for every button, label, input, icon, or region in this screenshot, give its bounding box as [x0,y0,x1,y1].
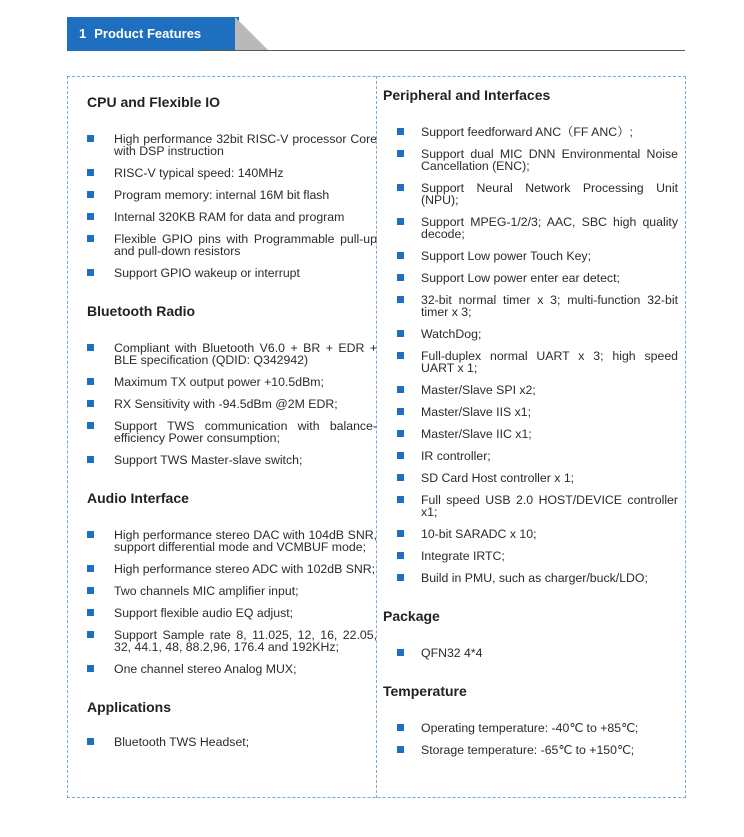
feature-list [87,736,377,748]
list-item-text: Flexible GPIO pins with Programmable pull-up and pull-down resistors [114,232,377,258]
list-item-text: Master/Slave SPI x2; [421,383,536,397]
square-bullet-icon [397,474,404,481]
square-bullet-icon [87,609,94,616]
list-item [87,420,377,444]
list-item-text: Maximum TX output power +10.5dBm; [114,375,324,389]
square-bullet-icon [87,738,94,745]
list-item-text: Support TWS communication with balance-efficiency Power consumption; [114,419,377,445]
list-item [87,133,377,157]
list-item [383,744,678,756]
list-item [87,736,377,748]
list-item [87,189,377,201]
list-item-text: Compliant with Bluetooth V6.0 + BR + EDR + BLE specification (QDID: Q342942) [114,341,377,367]
section-audio-interface [87,489,377,675]
header-rule [200,50,685,51]
banner-grey-wedge [235,17,269,51]
list-item-text: Operating temperature: -40℃ to +85℃; [421,721,639,735]
list-item [383,350,678,374]
list-item [383,148,678,172]
list-item-text: Build in PMU, such as charger/buck/LDO; [421,571,648,585]
left-column [87,93,377,771]
list-item [383,216,678,240]
section-heading: Peripheral and Interfaces [383,87,551,103]
list-item [87,376,377,388]
section-title: Product Features [94,26,202,41]
list-item-text: Support GPIO wakeup or interrupt [114,266,300,280]
list-item [87,607,377,619]
square-bullet-icon [397,252,404,259]
list-item-text: High performance stereo DAC with 104dB SNR, support differential mode and VCMBUF mode; [114,528,377,554]
list-item [383,182,678,206]
section-package [383,607,678,659]
section-heading: Applications [87,699,172,715]
list-item [87,585,377,597]
list-item-text: Two channels MIC amplifier input; [114,584,299,598]
list-item [87,342,377,366]
square-bullet-icon [397,430,404,437]
list-item [383,126,678,138]
list-item [87,454,377,466]
list-item [383,250,678,262]
list-item-text: Support TWS Master-slave switch; [114,453,303,467]
section-temperature [383,682,678,756]
list-item [383,450,678,462]
list-item [87,211,377,223]
square-bullet-icon [397,296,404,303]
section-applications [87,698,377,748]
list-item-text: SD Card Host controller x 1; [421,471,575,485]
square-bullet-icon [397,184,404,191]
list-item [87,267,377,279]
list-item [87,563,377,575]
list-item-text: Program memory: internal 16M bit flash [114,188,330,202]
square-bullet-icon [397,649,404,656]
square-bullet-icon [87,169,94,176]
list-item [383,428,678,440]
section-peripheral-and-interfaces [383,86,678,584]
square-bullet-icon [397,352,404,359]
list-item-text: Internal 320KB RAM for data and program [114,210,345,224]
list-item [87,529,377,553]
list-item-text: Support feedforward ANC（FF ANC）; [421,125,633,139]
list-item-text: Support Neural Network Processing Unit (NPU); [421,181,678,207]
square-bullet-icon [87,631,94,638]
list-item-text: Full speed USB 2.0 HOST/DEVICE controller x1; [421,493,678,519]
section-heading: Bluetooth Radio [87,303,196,319]
list-item-text: Bluetooth TWS Headset; [114,735,250,749]
square-bullet-icon [397,496,404,503]
square-bullet-icon [397,530,404,537]
list-item [383,494,678,518]
list-item [87,663,377,675]
list-item [383,572,678,584]
list-item [383,472,678,484]
list-item [383,406,678,418]
list-item-text: 32-bit normal timer x 3; multi-function 32-bit timer x 3; [421,293,678,319]
list-item [87,233,377,257]
square-bullet-icon [87,565,94,572]
list-item-text: High performance 32bit RISC-V processor Core with DSP instruction [114,132,377,158]
list-item-text: Support Sample rate 8, 11.025, 12, 16, 22.05, 32, 44.1, 48, 88.2,96, 176.4 and 192KHz; [114,628,377,654]
list-item-text: Integrate IRTC; [421,549,505,563]
square-bullet-icon [87,531,94,538]
list-item [383,294,678,318]
list-item-text: Storage temperature: -65℃ to +150℃; [421,743,635,757]
list-item-text: Full-duplex normal UART x 3; high speed UART x 1; [421,349,678,375]
square-bullet-icon [87,400,94,407]
square-bullet-icon [397,218,404,225]
list-item-text: Support dual MIC DNN Environmental Noise Cancellation (ENC); [421,147,678,173]
square-bullet-icon [397,724,404,731]
list-item-text: RX Sensitivity with -94.5dBm @2M EDR; [114,397,338,411]
list-item-text: QFN32 4*4 [421,646,483,660]
section-number: 1 [79,26,87,41]
square-bullet-icon [87,344,94,351]
square-bullet-icon [87,213,94,220]
list-item-text: RISC-V typical speed: 140MHz [114,166,284,180]
list-item [383,384,678,396]
square-bullet-icon [397,574,404,581]
square-bullet-icon [87,269,94,276]
feature-list [383,126,678,584]
square-bullet-icon [87,665,94,672]
list-item-text: Support Low power enter ear detect; [421,271,620,285]
list-item-text: 10-bit SARADC x 10; [421,527,537,541]
section-heading: CPU and Flexible IO [87,94,221,110]
square-bullet-icon [397,746,404,753]
square-bullet-icon [397,274,404,281]
list-item [383,722,678,734]
section-heading: Audio Interface [87,490,189,506]
list-item-text: High performance stereo ADC with 102dB SNR; [114,562,376,576]
square-bullet-icon [87,191,94,198]
list-item [383,550,678,562]
banner-heading [79,17,201,51]
square-bullet-icon [87,235,94,242]
list-item [383,528,678,540]
right-column [383,86,678,779]
square-bullet-icon [87,378,94,385]
square-bullet-icon [397,150,404,157]
square-bullet-icon [397,452,404,459]
list-item [87,167,377,179]
list-item-text: IR controller; [421,449,491,463]
list-item [383,328,678,340]
square-bullet-icon [397,330,404,337]
square-bullet-icon [397,128,404,135]
square-bullet-icon [397,408,404,415]
square-bullet-icon [397,552,404,559]
feature-list [383,647,678,659]
list-item-text: Support Low power Touch Key; [421,249,591,263]
feature-list [87,133,377,279]
section-heading: Package [383,608,440,624]
list-item-text: Master/Slave IIC x1; [421,427,532,441]
section-heading: Temperature [383,683,467,699]
feature-list [383,722,678,756]
feature-list [87,529,377,675]
list-item [383,647,678,659]
section-bluetooth-radio [87,302,377,466]
square-bullet-icon [87,456,94,463]
square-bullet-icon [87,422,94,429]
list-item [87,398,377,410]
list-item [383,272,678,284]
square-bullet-icon [397,386,404,393]
feature-list [87,342,377,466]
square-bullet-icon [87,587,94,594]
section-cpu-and-flexible-io [87,93,377,279]
section-banner [67,17,267,51]
list-item [87,629,377,653]
square-bullet-icon [87,135,94,142]
list-item-text: WatchDog; [421,327,482,341]
list-item-text: Master/Slave IIS x1; [421,405,532,419]
list-item-text: Support MPEG-1/2/3; AAC, SBC high quality decode; [421,215,678,241]
list-item-text: One channel stereo Analog MUX; [114,662,297,676]
list-item-text: Support flexible audio EQ adjust; [114,606,294,620]
